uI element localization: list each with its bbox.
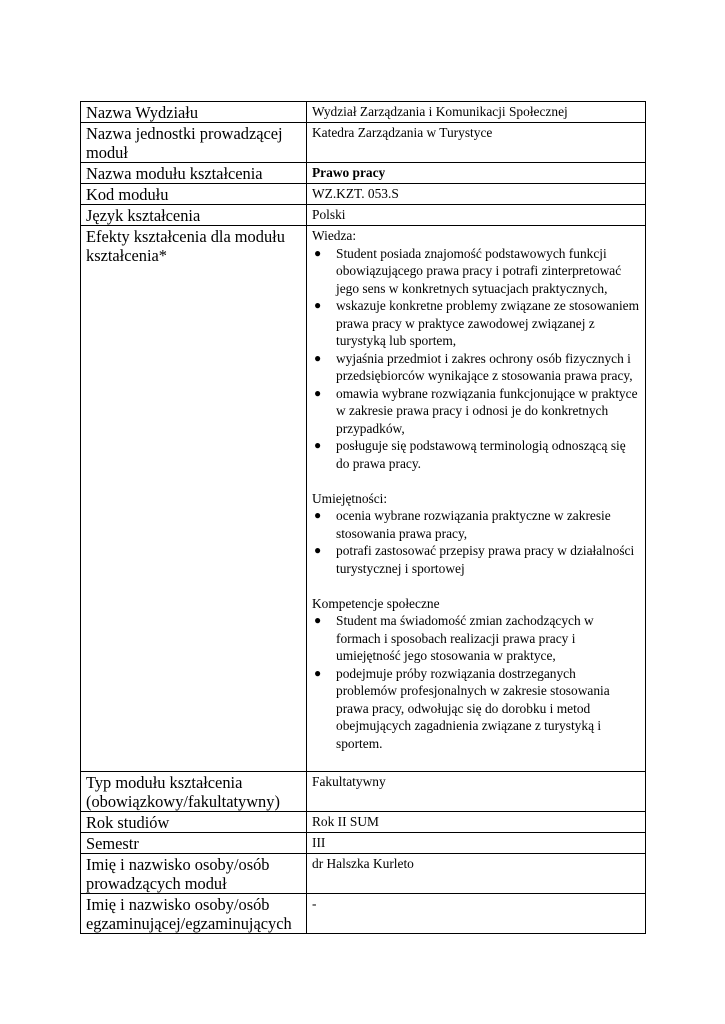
list-item: ● omawia wybrane rozwiązania funkcjonujące w praktyce w zakresie prawa pracy i odnosi je do konkretnych przypadków, <box>314 385 638 436</box>
list-item: ● posługuje się podstawową terminologią odnoszącą się do prawa pracy. <box>314 438 626 471</box>
list-item: ● potrafi zastosować przepisy prawa pracy w działalności turystycznej i sportowej <box>314 543 635 576</box>
bullet-icon: ● <box>314 245 322 260</box>
label-egzaminujacy-line1: Imię i nazwisko osoby/osób <box>86 895 270 914</box>
list-item: ● wyjaśnia przedmiot i zakres ochrony osób fizycznych i przedsiębiorców wynikające z stosowania prawa pracy, <box>314 350 633 383</box>
value-typ: Fakultatywny <box>307 772 646 812</box>
value-rok: Rok II SUM <box>307 812 646 833</box>
wiedza-list <box>312 245 640 473</box>
label-efekty-line2: kształcenia* <box>86 246 168 265</box>
row-jezyk <box>81 205 646 226</box>
label-prowadzacy <box>81 854 307 894</box>
label-prowadzacy-line1: Imię i nazwisko osoby/osób <box>86 855 270 874</box>
list-item: ● Student posiada znajomość podstawowych funkcji obowiązującego prawa pracy i potrafi zinterpretować jego sens w konkretnych sytuacjach praktycznych, <box>314 245 622 296</box>
row-modul <box>81 163 646 184</box>
label-jednostka-line2: moduł <box>86 143 128 162</box>
value-efekty <box>307 226 646 772</box>
label-semestr: Semestr <box>81 833 307 854</box>
umiejetnosci-list <box>312 507 640 577</box>
row-efekty <box>81 226 646 772</box>
row-wydzial <box>81 102 646 123</box>
bullet-icon: ● <box>314 438 322 452</box>
kompetencje-list <box>312 612 640 752</box>
row-prowadzacy <box>81 854 646 894</box>
value-jednostka: Katedra Zarządzania w Turystyce <box>307 123 646 163</box>
label-egzaminujacy-line2: egzaminującej/egzaminujących <box>86 914 292 933</box>
row-egzaminujacy <box>81 894 646 934</box>
value-jezyk: Polski <box>307 205 646 226</box>
label-typ-line2: (obowiązkowy/fakultatywny) <box>86 792 280 811</box>
value-semestr: III <box>307 833 646 854</box>
bullet-icon: ● <box>314 508 322 522</box>
row-rok <box>81 812 646 833</box>
bullet-icon: ● <box>314 613 322 627</box>
module-info-table <box>80 101 646 934</box>
umiejetnosci-heading: Umiejętności: <box>312 490 388 506</box>
label-typ-line1: Typ modułu kształcenia <box>86 773 243 792</box>
label-rok: Rok studiów <box>81 812 307 833</box>
label-typ <box>81 772 307 812</box>
label-kod: Kod modułu <box>81 184 307 205</box>
list-item: ● Student ma świadomość zmian zachodzących w formach i sposobach realizacji prawa pracy i umiejętność jego stosowania w praktyce, <box>314 613 594 663</box>
value-kod: WZ.KZT. 053.S <box>307 184 646 205</box>
list-item: ● ocenia wybrane rozwiązania praktyczne w zakresie stosowania prawa pracy, <box>314 508 611 541</box>
row-semestr <box>81 833 646 854</box>
label-egzaminujacy <box>81 894 307 934</box>
bullet-icon: ● <box>314 543 322 557</box>
value-wydzial: Wydział Zarządzania i Komunikacji Społecznej <box>307 102 646 123</box>
label-jezyk: Język kształcenia <box>81 205 307 226</box>
wiedza-heading: Wiedza: <box>312 228 357 243</box>
label-efekty <box>81 226 307 772</box>
row-kod <box>81 184 646 205</box>
label-efekty-line1: Efekty kształcenia dla modułu <box>86 227 285 246</box>
module-name: Prawo pracy <box>312 165 386 180</box>
bullet-icon: ● <box>314 298 322 312</box>
row-jednostka <box>81 123 646 163</box>
value-prowadzacy: dr Halszka Kurleto <box>307 854 646 894</box>
spacer <box>312 577 640 595</box>
value-modul <box>307 163 646 184</box>
label-jednostka-line1: Nazwa jednostki prowadzącej <box>86 124 283 143</box>
label-prowadzacy-line2: prowadzących moduł <box>86 874 227 893</box>
bullet-icon: ● <box>314 350 322 365</box>
label-wydzial: Nazwa Wydziału <box>81 102 307 123</box>
label-jednostka <box>81 123 307 163</box>
value-egzaminujacy: - <box>307 894 646 934</box>
bullet-icon: ● <box>314 385 322 400</box>
kompetencje-heading: Kompetencje społeczne <box>312 595 440 611</box>
spacer <box>312 472 640 490</box>
label-modul: Nazwa modułu kształcenia <box>81 163 307 184</box>
list-item: ● podejmuje próby rozwiązania dostrzeganych problemów profesjonalnych w zakresie stosowania prawa pracy, odwołując się do dorobku i metod obejmujących zagadnienia związane z turystyką i sportem. <box>314 665 610 751</box>
row-typ <box>81 772 646 812</box>
bullet-icon: ● <box>314 665 322 680</box>
list-item: ● wskazuje konkretne problemy związane ze stosowaniem prawa pracy w praktyce zawodowej związanej z turystyką lub sportem, <box>314 298 640 348</box>
